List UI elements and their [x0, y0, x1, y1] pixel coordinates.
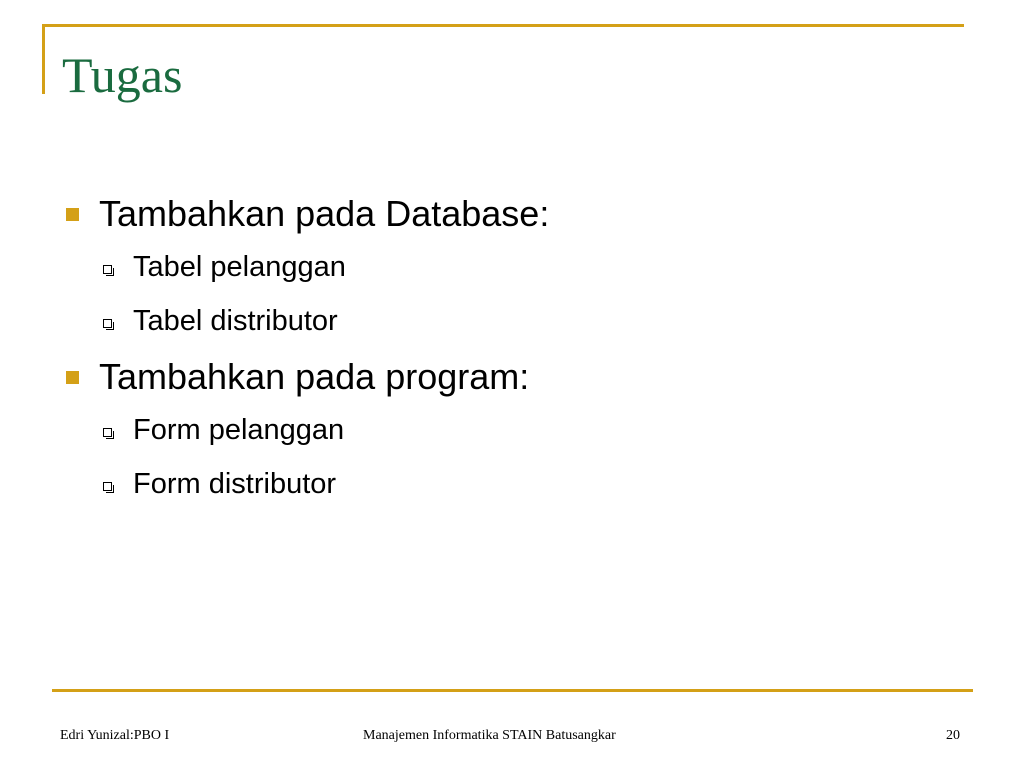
footer-institution: Manajemen Informatika STAIN Batusangkar: [363, 728, 616, 743]
slide-title: Tugas: [62, 47, 183, 103]
top-accent-line: [42, 24, 964, 27]
hollow-square-bullet-icon: [103, 265, 112, 274]
filled-square-bullet-icon: [66, 208, 79, 221]
left-accent-line: [42, 24, 45, 94]
sub-bullet-item: [103, 457, 960, 511]
bullet-item-program: [60, 351, 960, 403]
sub-bullet-label: Tabel distributor: [133, 305, 338, 337]
hollow-square-bullet-icon: [103, 319, 112, 328]
sub-bullet-label: Form distributor: [133, 468, 337, 500]
sub-bullet-item: [103, 240, 960, 294]
filled-square-bullet-icon: [66, 371, 79, 384]
bullet-list: [60, 188, 960, 511]
footer-divider: [52, 689, 973, 692]
hollow-square-bullet-icon: [103, 482, 112, 491]
sub-bullet-label: Tabel pelanggan: [133, 251, 346, 283]
footer-author: Edri Yunizal:PBO I: [60, 728, 170, 743]
sub-bullet-item: [103, 403, 960, 457]
bullet-label: Tambahkan pada program:: [99, 356, 530, 397]
bullet-item-database: [60, 188, 960, 240]
sub-bullet-label: Form pelanggan: [133, 414, 345, 446]
page-number: 20: [946, 728, 960, 743]
sub-bullet-item: [103, 294, 960, 348]
hollow-square-bullet-icon: [103, 428, 112, 437]
bullet-label: Tambahkan pada Database:: [99, 193, 550, 234]
